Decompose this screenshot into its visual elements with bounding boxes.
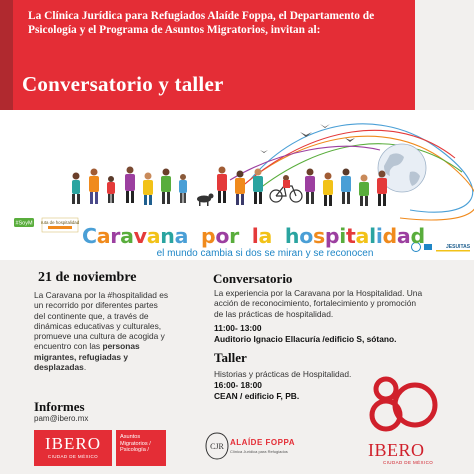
header-left-strip [0, 0, 13, 128]
bicycle-icon [270, 175, 302, 202]
title-letter: r [110, 224, 121, 248]
hashtag-badge [14, 218, 34, 227]
desc-line: promueve una cultura de acogida y [34, 331, 165, 342]
conversatorio-heading: Conversatorio [213, 271, 293, 286]
asuntos-logo: Asuntos Migratorios / Psicología / [116, 430, 166, 466]
taller-time: 16:00- 18:00 [214, 380, 262, 390]
title-letter: d [410, 224, 425, 248]
ibero-logo-left [34, 430, 112, 466]
title-letter: C [82, 224, 97, 248]
title-letter: a [146, 224, 161, 248]
title-letter: o [299, 224, 314, 248]
title-letter: a [120, 224, 134, 248]
conversatorio-place: Auditorio Ignacio Ellacuría /edificio S, sótano. [214, 334, 397, 344]
title-letter: p [324, 224, 340, 248]
partner-logo-left [41, 218, 80, 232]
ibero-logo-right: IBERO [368, 440, 425, 460]
title-letter: n [160, 224, 175, 248]
event-date: 21 de noviembre [38, 270, 137, 285]
title-letter: l [369, 224, 376, 248]
conversatorio-text: La experiencia por la Caravana por la Hospitalidad. Una acción de reconocimiento, fortalecimiento y promoción de las prácticas de hospitalidad. [214, 288, 423, 319]
title-letter: a [258, 224, 273, 248]
informes-heading: Informes [34, 399, 85, 414]
title-letter: d [382, 224, 397, 248]
desc-line: La Caravana por la #hospitalidad es [34, 290, 169, 300]
alaide-foppa-sub: Clínica Jurídica para Refugiados [230, 449, 288, 454]
ibero-left-sub: CIUDAD DE MÉXICO [47, 454, 99, 459]
desc-end: . [83, 362, 87, 373]
ibero-left-text: IBERO [45, 434, 101, 453]
conversatorio-time: 11:00- 13:00 [214, 323, 262, 333]
contact-email[interactable]: pam@ibero.mx [34, 414, 89, 423]
title-letter: a [355, 224, 370, 248]
desc-line: del continente que, a través de [34, 310, 149, 321]
taller-place: CEAN / edificio F, PB. [214, 391, 300, 401]
title-letter: a [396, 224, 411, 248]
cjr-text: CJR [210, 442, 224, 451]
hashtag-text: #SoyM [15, 220, 33, 227]
page-title: Conversatorio y taller [22, 72, 224, 96]
title-letter: t [346, 224, 356, 248]
title-letter: a [96, 224, 111, 248]
desc-bold: migrantes, refugiadas y [34, 351, 129, 362]
title-letter: v [133, 224, 147, 248]
jesuitas-text: JESUITAS [446, 244, 471, 250]
desc-line: dinámicas educativas y culturales, [34, 320, 162, 331]
title-letter: r [229, 224, 239, 248]
alaide-foppa-name: ALAÍDE FOPPA [230, 438, 295, 447]
desc-line: encuentro con las [34, 341, 103, 352]
title-word-hospitalidad [285, 224, 425, 248]
title-letter: i [339, 224, 347, 248]
title-letter: s [313, 224, 325, 248]
title-word-caravana [82, 224, 188, 248]
title-letter: o [215, 224, 230, 248]
taller-heading: Taller [214, 350, 247, 365]
partner-left-text: ruta de hospitalidad [40, 220, 80, 225]
desc-line: un recorrido por diferentes partes [34, 300, 158, 311]
title-letter: l [251, 224, 259, 248]
walking-people-icon [72, 167, 387, 207]
ibero-80-logo-icon [360, 365, 440, 443]
desc-bold: desplazadas [34, 362, 84, 373]
title-letter: i [375, 224, 383, 248]
title-word-la [252, 224, 272, 248]
title-word-por [201, 224, 239, 248]
title-letter: a [174, 224, 189, 248]
cjr-logo-icon [205, 432, 229, 460]
taller-text: Historias y prácticas de Hospitalidad. [214, 369, 352, 379]
event-description [34, 290, 209, 372]
title-letter: h [284, 224, 300, 248]
title-letter: p [200, 224, 216, 248]
ibero-right-sub: CIUDAD DE MÉXICO [383, 460, 434, 465]
header-intro: La Clínica Jurídica para Refugiados Alaíde Foppa, el Departamento de Psicología y el Programa de Asuntos Migratorios, invitan al: [28, 10, 375, 36]
caravana-subtitle: el mundo cambia si dos se miran y se reconocen [156, 248, 374, 259]
desc-bold: personas [102, 341, 140, 352]
caravana-title [82, 224, 425, 248]
